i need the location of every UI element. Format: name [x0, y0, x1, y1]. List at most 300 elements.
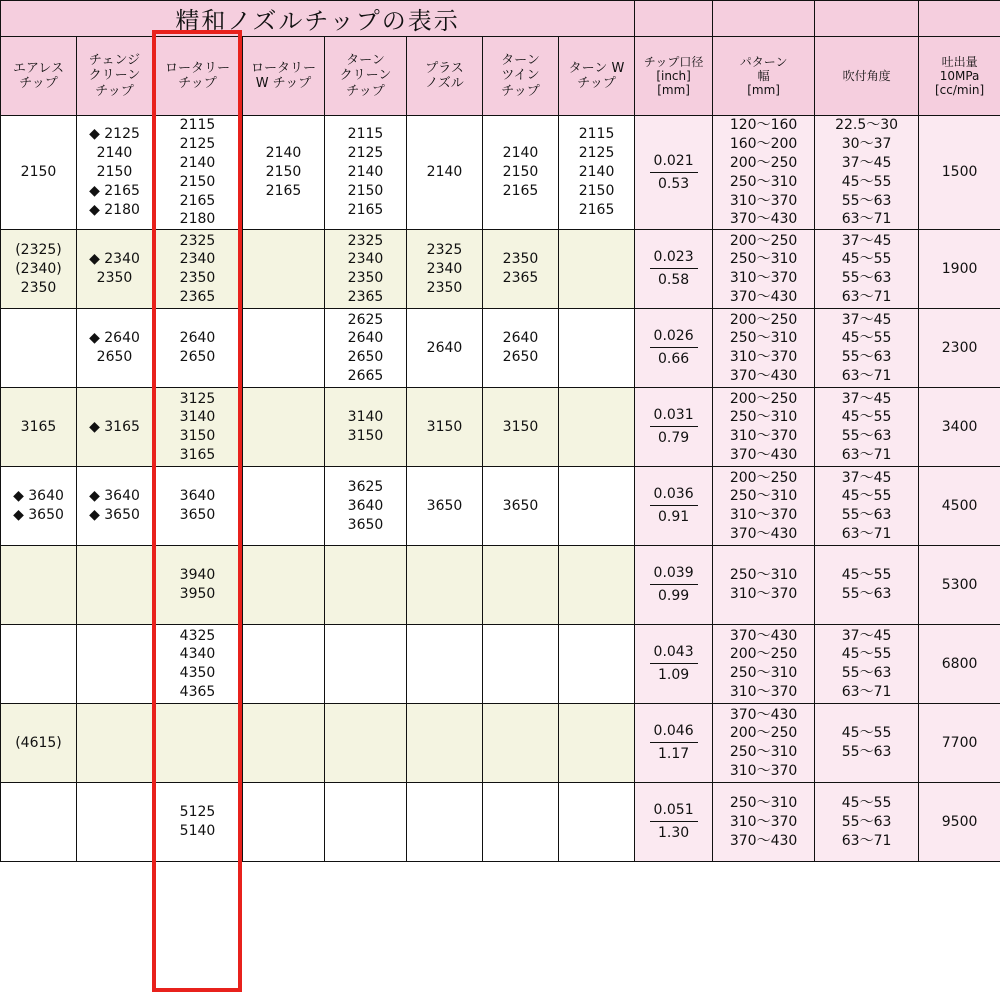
- cell-plus_nozzle: [407, 704, 483, 783]
- cell-rotary: [153, 704, 243, 783]
- tip-code: 3140: [179, 409, 216, 426]
- cell-airless: [1, 625, 77, 704]
- cell-turn_clean: [325, 546, 407, 625]
- column-header-line: チップ: [19, 76, 58, 91]
- pattern-width-value: 200～250: [729, 232, 798, 249]
- cell-spray-angle: [815, 309, 919, 388]
- spray-angle-value: 63～71: [841, 684, 892, 701]
- cell-turn_w: [559, 388, 635, 467]
- spray-angle-value: 45～55: [841, 173, 892, 190]
- diameter-mm: 1.30: [657, 825, 690, 842]
- pattern-width-value: 370～430: [729, 832, 798, 849]
- pattern-width-value: 200～250: [729, 469, 798, 486]
- tip-code: 2140: [96, 145, 133, 162]
- pattern-width-value: 250～310: [729, 409, 798, 426]
- cell-turn_twin: [483, 116, 559, 230]
- discharge-value: 2300: [941, 339, 978, 356]
- spray-angle-value: 22.5～30: [835, 117, 899, 133]
- spray-angle-value: 37～45: [841, 311, 892, 328]
- column-header-line: 吐出量: [941, 54, 978, 69]
- cell-turn_w: [559, 783, 635, 862]
- cell-plus_nozzle: [407, 546, 483, 625]
- diameter-mm: 0.66: [657, 351, 690, 368]
- tip-code: ◆ 3640: [89, 488, 140, 505]
- cell-turn_clean: [325, 388, 407, 467]
- diameter-mm: 1.17: [657, 746, 690, 763]
- diameter-mm: 1.09: [657, 667, 690, 684]
- column-header-line: [cc/min]: [934, 83, 985, 98]
- tip-code: ◆ 2125: [89, 126, 140, 143]
- cell-change_clean: [77, 116, 153, 230]
- cell-turn_w: [559, 230, 635, 309]
- column-header-discharge: [919, 37, 1000, 116]
- pattern-width-value: 310～370: [729, 763, 798, 780]
- tip-code: ◆ 3650: [13, 507, 64, 524]
- tip-code: 2350: [96, 270, 133, 287]
- cell-airless: [1, 388, 77, 467]
- diameter-mm: 0.79: [657, 430, 690, 447]
- cell-change_clean: [77, 230, 153, 309]
- table-row: [1, 704, 1000, 783]
- tip-code: 3625: [347, 479, 384, 495]
- tip-code: 2150: [347, 183, 384, 200]
- cell-plus_nozzle: [407, 309, 483, 388]
- cell-turn_clean: [325, 625, 407, 704]
- pattern-width-value: 200～250: [729, 390, 798, 407]
- cell-turn_twin: [483, 230, 559, 309]
- cell-change_clean: [77, 546, 153, 625]
- table-row: [1, 467, 1000, 546]
- tip-code: 2365: [502, 270, 539, 287]
- title-row-spacer: [635, 1, 713, 37]
- tip-code: 3650: [502, 497, 539, 514]
- tip-code: 2325: [347, 232, 384, 249]
- cell-turn_clean: [325, 116, 407, 230]
- pattern-width-value: 370～430: [729, 368, 798, 385]
- discharge-value: 1500: [941, 164, 978, 181]
- column-header-airless: [1, 37, 77, 116]
- discharge-value: 5300: [941, 576, 978, 593]
- cell-rotary_w: [243, 467, 325, 546]
- diameter-mm: 0.99: [657, 588, 690, 605]
- tip-code: 2180: [179, 211, 216, 228]
- tip-code: 2150: [502, 164, 539, 181]
- column-header-plus_nozzle: [407, 37, 483, 116]
- spray-angle-value: 45～55: [841, 409, 892, 426]
- spray-angle-value: 45～55: [841, 646, 892, 663]
- cell-tip-diameter: [635, 625, 713, 704]
- pattern-width-value: 310～370: [729, 428, 798, 445]
- tip-code: 2165: [265, 183, 302, 200]
- column-header-line: チップ: [577, 76, 616, 91]
- column-header-line: ノズル: [425, 76, 464, 91]
- pattern-width-value: 370～430: [729, 526, 798, 543]
- cell-airless: [1, 783, 77, 862]
- cell-tip-diameter: [635, 467, 713, 546]
- table-row: [1, 388, 1000, 467]
- table-row: [1, 309, 1000, 388]
- tip-code: 3165: [179, 447, 216, 464]
- tip-code: 5140: [179, 823, 216, 840]
- spray-angle-value: 55～63: [841, 349, 892, 366]
- discharge-value: 7700: [941, 734, 978, 751]
- spray-angle-value: 63～71: [841, 447, 892, 464]
- tip-code: ◆ 3640: [13, 488, 64, 505]
- cell-rotary: [153, 230, 243, 309]
- spray-angle-value: 55～63: [841, 270, 892, 287]
- cell-turn_twin: [483, 546, 559, 625]
- column-header-line: ターン: [501, 53, 540, 68]
- tip-code: 2340: [179, 251, 216, 268]
- tip-code: 2350: [502, 251, 539, 268]
- diameter-inch: 0.036: [650, 485, 698, 506]
- tip-code: 3165: [20, 418, 57, 435]
- cell-plus_nozzle: [407, 467, 483, 546]
- pattern-width-value: 310～370: [729, 813, 798, 830]
- column-header-rotary_w: [243, 37, 325, 116]
- cell-turn_w: [559, 309, 635, 388]
- column-header-line: 10MPa: [939, 68, 980, 83]
- tip-code: 2140: [502, 145, 539, 162]
- tip-code: 2115: [347, 126, 384, 143]
- tip-code: 2365: [179, 289, 216, 306]
- pattern-width-value: 310～370: [729, 270, 798, 287]
- column-header-line: チップ: [346, 83, 385, 99]
- discharge-value: 4500: [941, 497, 978, 514]
- tip-code: 2640: [179, 330, 216, 347]
- cell-airless: [1, 546, 77, 625]
- cell-discharge: [919, 625, 1000, 704]
- tip-code: 2150: [265, 164, 302, 181]
- title-row: [1, 1, 1000, 37]
- cell-pattern-width: [713, 388, 815, 467]
- cell-rotary: [153, 467, 243, 546]
- column-header-line: チップ: [95, 83, 134, 99]
- cell-tip-diameter: [635, 704, 713, 783]
- pattern-width-value: 370～430: [729, 211, 798, 228]
- tip-code: 3650: [347, 516, 384, 533]
- spray-angle-value: 45～55: [841, 795, 892, 811]
- cell-rotary: [153, 625, 243, 704]
- column-header-line: プラス: [425, 60, 464, 76]
- tip-code: 5125: [179, 804, 216, 821]
- column-header-pattern_width: [713, 37, 815, 116]
- spray-angle-value: 45～55: [841, 725, 892, 742]
- diameter-inch: 0.051: [650, 801, 698, 822]
- tip-code: 2150: [96, 164, 133, 181]
- spray-angle-value: 63～71: [841, 526, 892, 543]
- cell-rotary_w: [243, 230, 325, 309]
- cell-tip-diameter: [635, 116, 713, 230]
- column-header-line: [mm]: [747, 83, 780, 98]
- cell-change_clean: [77, 783, 153, 862]
- cell-discharge: [919, 230, 1000, 309]
- column-header-rotary: [153, 37, 243, 116]
- diameter-mm: 0.53: [657, 175, 690, 192]
- tip-code: 2350: [20, 279, 57, 296]
- cell-airless: [1, 116, 77, 230]
- cell-change_clean: [77, 467, 153, 546]
- pattern-width-value: 250～310: [729, 665, 798, 682]
- spray-angle-value: 37～45: [841, 390, 892, 407]
- cell-tip-diameter: [635, 783, 713, 862]
- pattern-width-value: 310～370: [729, 349, 798, 366]
- cell-turn_w: [559, 625, 635, 704]
- cell-airless: [1, 704, 77, 783]
- diameter-inch: 0.031: [650, 406, 698, 427]
- cell-change_clean: [77, 309, 153, 388]
- tip-code: 2665: [347, 368, 384, 385]
- cell-turn_w: [559, 116, 635, 230]
- pattern-width-value: 250～310: [729, 744, 798, 761]
- tip-code: 3640: [347, 497, 384, 514]
- tip-code: 2650: [96, 349, 133, 366]
- cell-pattern-width: [713, 309, 815, 388]
- cell-change_clean: [77, 388, 153, 467]
- tip-code: 3650: [179, 507, 216, 524]
- cell-spray-angle: [815, 704, 919, 783]
- tip-code: 3140: [347, 409, 384, 426]
- spray-angle-value: 55～63: [841, 192, 892, 209]
- column-header-line: クリーン: [88, 68, 141, 84]
- column-header-line: パターン: [739, 54, 788, 69]
- cell-plus_nozzle: [407, 783, 483, 862]
- pattern-width-value: 160～200: [729, 135, 798, 152]
- cell-turn_twin: [483, 625, 559, 704]
- tip-code: 2125: [179, 135, 216, 152]
- discharge-value: 9500: [941, 813, 978, 830]
- cell-spray-angle: [815, 625, 919, 704]
- cell-change_clean: [77, 704, 153, 783]
- cell-pattern-width: [713, 116, 815, 230]
- cell-discharge: [919, 467, 1000, 546]
- cell-rotary_w: [243, 388, 325, 467]
- table-row: [1, 116, 1000, 230]
- tip-code: 2150: [20, 164, 57, 181]
- spray-angle-value: 55～63: [841, 813, 892, 830]
- cell-airless: [1, 230, 77, 309]
- tip-code: 2625: [347, 311, 384, 328]
- tip-code: 4350: [179, 665, 216, 682]
- diameter-inch: 0.046: [650, 722, 698, 743]
- cell-turn_clean: [325, 704, 407, 783]
- pattern-width-value: 310～370: [729, 586, 798, 603]
- cell-discharge: [919, 546, 1000, 625]
- tip-code: 2350: [426, 279, 463, 296]
- cell-spray-angle: [815, 116, 919, 230]
- table-row: [1, 230, 1000, 309]
- cell-turn_clean: [325, 467, 407, 546]
- column-header-line: 幅: [757, 68, 770, 83]
- tip-code: 2140: [426, 164, 463, 181]
- cell-discharge: [919, 704, 1000, 783]
- diameter-inch: 0.021: [650, 152, 698, 173]
- column-header-line: ターン W: [568, 60, 625, 76]
- diameter-mm: 0.91: [657, 509, 690, 526]
- tip-code: 2165: [502, 183, 539, 200]
- pattern-width-value: 370～430: [729, 289, 798, 306]
- column-header-line: チップ: [501, 83, 540, 99]
- pattern-width-value: 310～370: [729, 507, 798, 524]
- pattern-width-value: 250～310: [729, 488, 798, 505]
- diameter-mm: 0.58: [657, 272, 690, 289]
- table-row: [1, 546, 1000, 625]
- tip-code: 3950: [179, 586, 216, 603]
- cell-turn_w: [559, 704, 635, 783]
- cell-turn_twin: [483, 467, 559, 546]
- tip-code: 2350: [179, 270, 216, 287]
- cell-pattern-width: [713, 704, 815, 783]
- cell-rotary: [153, 309, 243, 388]
- tip-code: 4340: [179, 646, 216, 663]
- column-header-line: クリーン: [339, 68, 392, 84]
- tip-code: 2640: [426, 339, 463, 356]
- cell-rotary: [153, 783, 243, 862]
- sheet-title: 精和ノズルチップの表示: [1, 1, 635, 37]
- pattern-width-value: 250～310: [729, 795, 798, 811]
- column-header-line: W チップ: [255, 76, 312, 91]
- cell-pattern-width: [713, 467, 815, 546]
- pattern-width-value: 370～430: [729, 447, 798, 464]
- spray-angle-value: 45～55: [841, 330, 892, 347]
- column-header-line: ロータリー: [250, 60, 316, 76]
- cell-airless: [1, 467, 77, 546]
- cell-plus_nozzle: [407, 230, 483, 309]
- cell-rotary_w: [243, 704, 325, 783]
- cell-turn_twin: [483, 783, 559, 862]
- cell-tip-diameter: [635, 230, 713, 309]
- column-header-change_clean: [77, 37, 153, 116]
- tip-code: 3150: [179, 428, 216, 445]
- header-row: [1, 37, 1000, 116]
- cell-turn_w: [559, 467, 635, 546]
- cell-discharge: [919, 783, 1000, 862]
- tip-code: 2125: [347, 145, 384, 162]
- tip-code: 2165: [578, 202, 615, 218]
- tip-code: 2115: [578, 126, 615, 143]
- tip-code: 4325: [179, 627, 216, 644]
- cell-discharge: [919, 116, 1000, 230]
- cell-tip-diameter: [635, 388, 713, 467]
- column-header-line: [inch]: [656, 68, 691, 83]
- tip-code: 4365: [179, 684, 216, 701]
- cell-rotary_w: [243, 546, 325, 625]
- tip-code: ◆ 2640: [89, 330, 140, 347]
- cell-airless: [1, 309, 77, 388]
- cell-turn_w: [559, 546, 635, 625]
- tip-code: 2140: [578, 164, 615, 181]
- cell-rotary: [153, 388, 243, 467]
- cell-tip-diameter: [635, 546, 713, 625]
- spray-angle-value: 55～63: [841, 507, 892, 524]
- tip-code: 2150: [578, 183, 615, 200]
- pattern-width-value: 310～370: [729, 192, 798, 209]
- spray-angle-value: 63～71: [841, 289, 892, 306]
- tip-code: 3150: [426, 418, 463, 435]
- diameter-inch: 0.043: [650, 643, 698, 664]
- tip-code: ◆ 3650: [89, 507, 140, 524]
- tip-code: 2150: [179, 173, 216, 190]
- tip-code: 2165: [179, 192, 216, 209]
- pattern-width-value: 200～250: [729, 725, 798, 742]
- cell-rotary_w: [243, 625, 325, 704]
- cell-spray-angle: [815, 230, 919, 309]
- column-header-line: ロータリー: [164, 60, 230, 76]
- table-row: [1, 625, 1000, 704]
- pattern-width-value: 250～310: [729, 173, 798, 190]
- tip-code: (2340): [15, 260, 62, 277]
- cell-plus_nozzle: [407, 625, 483, 704]
- spray-angle-value: 37～45: [841, 154, 892, 171]
- column-header-turn_w: [559, 37, 635, 116]
- column-header-line: チップ口径: [643, 54, 704, 69]
- spray-angle-value: 55～63: [841, 428, 892, 445]
- tip-code: 2650: [347, 349, 384, 366]
- spray-angle-value: 55～63: [841, 586, 892, 603]
- cell-turn_twin: [483, 309, 559, 388]
- spray-angle-value: 45～55: [841, 488, 892, 505]
- title-row-spacer: [919, 1, 1000, 37]
- tip-code: (2325): [15, 242, 62, 258]
- tip-code: 2350: [347, 270, 384, 287]
- cell-pattern-width: [713, 546, 815, 625]
- column-header-line: チップ: [178, 76, 217, 91]
- pattern-width-value: 310～370: [729, 684, 798, 701]
- cell-rotary_w: [243, 309, 325, 388]
- pattern-width-value: 370～430: [729, 627, 798, 644]
- cell-change_clean: [77, 625, 153, 704]
- spray-angle-value: 37～45: [841, 627, 892, 644]
- spray-angle-value: 55～63: [841, 744, 892, 761]
- tip-code: 3650: [426, 497, 463, 514]
- tip-code: ◆ 2165: [89, 183, 140, 200]
- discharge-value: 1900: [941, 260, 978, 277]
- spray-angle-value: 63～71: [841, 832, 892, 849]
- tip-code: ◆ 2340: [89, 251, 140, 268]
- column-header-line: チェンジ: [88, 53, 141, 68]
- cell-plus_nozzle: [407, 388, 483, 467]
- tip-code: 2640: [502, 330, 539, 347]
- tip-code: 2325: [179, 232, 216, 249]
- cell-rotary: [153, 546, 243, 625]
- column-header-line: エアレス: [12, 60, 65, 76]
- spray-angle-value: 45～55: [841, 251, 892, 268]
- cell-tip-diameter: [635, 309, 713, 388]
- tip-code: ◆ 3165: [89, 418, 140, 435]
- pattern-width-value: 250～310: [729, 330, 798, 347]
- column-header-spray_angle: [815, 37, 919, 116]
- pattern-width-value: 370～430: [729, 706, 798, 723]
- tip-code: 3940: [179, 567, 216, 584]
- discharge-value: 3400: [941, 418, 978, 435]
- table-row: [1, 783, 1000, 862]
- cell-pattern-width: [713, 783, 815, 862]
- diameter-inch: 0.039: [650, 564, 698, 585]
- tip-code: 3150: [502, 418, 539, 435]
- tip-code: ◆ 2180: [89, 202, 140, 218]
- diameter-inch: 0.026: [650, 327, 698, 348]
- cell-rotary_w: [243, 116, 325, 230]
- column-header-line: 吹付角度: [842, 68, 891, 83]
- tip-code: 2140: [179, 154, 216, 171]
- column-header-turn_clean: [325, 37, 407, 116]
- column-header-turn_twin: [483, 37, 559, 116]
- tip-code: 2125: [578, 145, 615, 162]
- column-header-line: [mm]: [657, 83, 690, 98]
- pattern-width-value: 200～250: [729, 154, 798, 171]
- title-row-spacer: [815, 1, 919, 37]
- cell-spray-angle: [815, 467, 919, 546]
